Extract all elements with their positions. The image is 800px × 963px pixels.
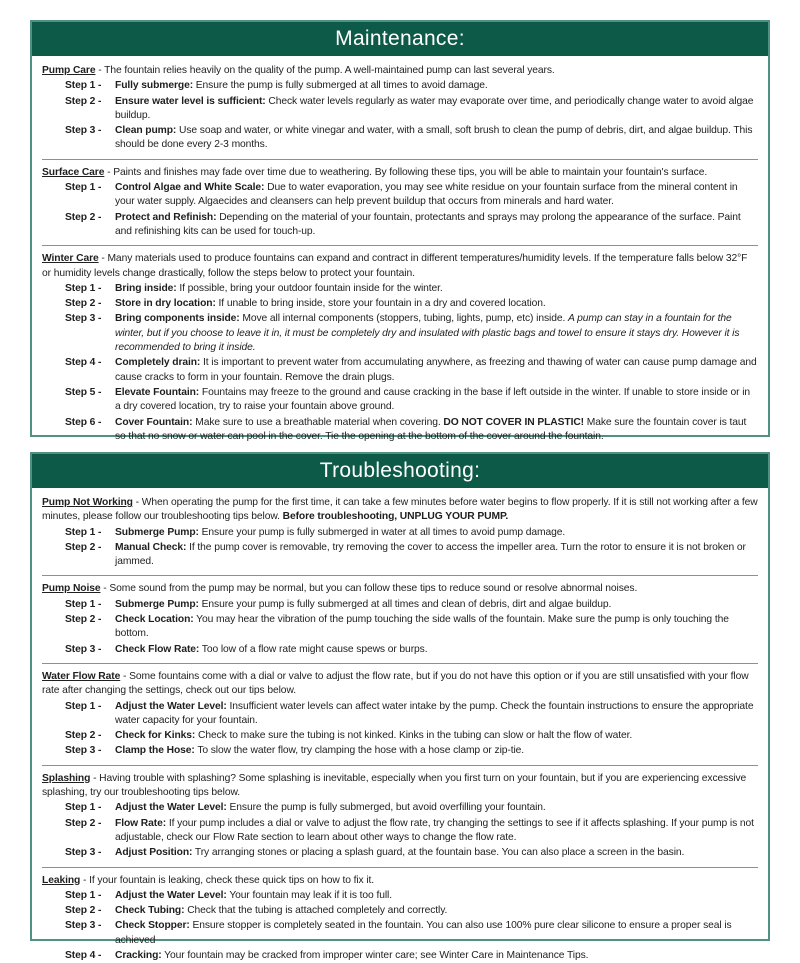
step-text	[115, 919, 758, 948]
step-run: Make sure to use a breathable material when covering.	[192, 416, 444, 428]
step-label: Step 3 -	[65, 313, 102, 325]
step-text	[115, 282, 758, 296]
step-text	[115, 846, 758, 860]
intro-run: - Many materials used to produce fountains can expand and contract in different temperatures/humidity levels. If the temperature falls below 32°F or humidity levels change drastically, follow the steps below to protect your fountain.	[42, 253, 748, 279]
intro-run: - Having trouble with splashing? Some splashing is inevitable, especially when you first turn on your fountain, but if you are experiencing excessive splashing, try our troubleshooting tips below.	[42, 772, 747, 799]
step-label: Step 3 -	[65, 847, 102, 859]
step-run: Due to water evaporation, you may see white residue on your fountain surface from the mineral content in your water supply. Algaecides and cleansers can help prevent buildup that occurs from minerals and hard water.	[115, 182, 738, 208]
step-label: Step 4 -	[65, 950, 102, 962]
topic-intro-text	[42, 497, 758, 522]
step-text	[115, 541, 758, 570]
step-label: Step 3 -	[65, 125, 102, 137]
step-text	[115, 312, 758, 355]
step-run: Your fountain may leak if it is too full.	[226, 889, 392, 901]
step-text	[115, 211, 758, 240]
step-label: Step 1 -	[65, 700, 102, 712]
step-row	[42, 312, 758, 355]
step-run: Check that the tubing is attached completely and correctly.	[184, 905, 448, 917]
step-run: If unable to bring inside, store your fountain in a dry and covered location.	[215, 298, 546, 310]
step-row	[42, 297, 758, 311]
intro-run: - If your fountain is leaking, check these quick tips on how to fix it.	[80, 874, 375, 886]
topic-heading: Leaking	[42, 874, 81, 886]
section-box-maintenance	[30, 20, 770, 442]
topic-intro	[42, 496, 758, 525]
topic-divider	[42, 765, 758, 766]
step-run: If possible, bring your outdoor fountain inside for the winter.	[176, 282, 443, 294]
step-run: You may hear the vibration of the pump touching the side walls of the fountain. Make sure the pump is only touching the bottom.	[115, 614, 729, 640]
step-text	[115, 79, 758, 93]
topic	[42, 166, 758, 239]
section-header-bar	[32, 22, 768, 56]
step-run: Adjust Position:	[115, 847, 193, 859]
step-text	[115, 729, 758, 743]
step-run: Submerge Pump:	[115, 598, 199, 610]
step-row	[42, 613, 758, 642]
step-text	[115, 386, 758, 415]
step-label: Step 2 -	[65, 541, 102, 553]
topic-intro-text	[42, 773, 746, 798]
topic-intro-text	[42, 253, 747, 278]
topic-intro	[42, 64, 758, 78]
topic-heading: Pump Not Working	[42, 497, 133, 508]
topic-intro	[42, 670, 758, 699]
topic-steps	[42, 889, 758, 963]
step-label: Step 1 -	[65, 598, 102, 610]
step-label: Step 1 -	[65, 80, 102, 92]
step-row	[42, 541, 758, 570]
step-text	[115, 297, 758, 311]
topic	[42, 772, 758, 861]
section-body	[32, 56, 768, 444]
step-run: Manual Check:	[115, 541, 187, 553]
topic	[42, 582, 758, 656]
step-label: Step 3 -	[65, 920, 102, 932]
step-label: Step 2 -	[65, 905, 102, 917]
topic-intro-text	[101, 583, 638, 594]
step-row	[42, 598, 758, 612]
step-run: Adjust the Water Level:	[115, 802, 227, 814]
topic-steps	[42, 79, 758, 152]
topic-steps	[42, 181, 758, 239]
step-run: Fountains may freeze to the ground and cause cracking in the base if left outside in the winter. If unable to store inside or in a dry covered location, try to raise your fountain above ground.	[115, 386, 751, 413]
step-text	[115, 124, 758, 153]
step-text	[115, 598, 758, 612]
topic	[42, 64, 758, 153]
step-text	[115, 889, 758, 903]
step-run: Insufficient water levels can affect water intake by the pump. Check the fountain instructions to ensure the appropriate water capacity for your fountain.	[115, 700, 754, 726]
step-text	[115, 949, 758, 963]
step-text	[115, 700, 758, 729]
topic-divider	[42, 245, 758, 246]
intro-run: Before troubleshooting, UNPLUG YOUR PUMP.	[282, 511, 509, 523]
intro-run: - When operating the pump for the first time, it can take a few minutes before water begins to flow properly. If it is still not working after a few minutes, please follow our troubleshooting tips below.	[42, 497, 758, 523]
step-run: Ensure the pump is fully submerged at all times to avoid damage.	[193, 80, 488, 92]
step-run: Control Algae and White Scale:	[115, 182, 265, 194]
step-run: Check Tubing:	[115, 905, 185, 917]
step-run: Make sure the fountain cover is taut so that no snow or water can pool in the cover. Tie the opening at the bottom of the cover around the fountain.	[115, 416, 747, 442]
intro-run: - Some sound from the pump may be normal, but you can follow these tips to reduce sound or resolve abnormal noises.	[100, 583, 638, 595]
topic-steps	[42, 526, 758, 570]
step-row	[42, 526, 758, 540]
step-run: Check Flow Rate:	[115, 643, 200, 655]
step-run: Clean pump:	[115, 125, 177, 137]
step-row	[42, 211, 758, 240]
step-row	[42, 801, 758, 815]
step-run: Move all internal components (stoppers, tubing, lights, pump, etc) inside.	[239, 313, 568, 325]
step-row	[42, 124, 758, 153]
step-run: Your fountain may be cracked from improper winter care; see Winter Care in Maintenance Tips.	[161, 950, 589, 962]
step-row	[42, 386, 758, 415]
topic-divider	[42, 159, 758, 160]
step-row	[42, 846, 758, 860]
step-label: Step 3 -	[65, 643, 102, 655]
step-text	[115, 817, 758, 846]
section-title: Maintenance:	[335, 27, 465, 50]
step-run: Adjust the Water Level:	[115, 889, 227, 901]
step-run: A pump can stay in a fountain for the winter, but if you choose to leave it in, it must be completely dry and insulated with plastic bags and towel to ensure it stays dry. However it is recommended to bring it inside.	[115, 313, 740, 354]
step-run: Store in dry location:	[115, 298, 216, 310]
step-label: Step 2 -	[65, 95, 102, 107]
step-row	[42, 79, 758, 93]
step-text	[115, 356, 758, 385]
step-text	[115, 904, 758, 918]
topic-steps	[42, 282, 758, 444]
step-run: Check Location:	[115, 614, 194, 626]
step-text	[115, 181, 758, 210]
step-run: Check for Kinks:	[115, 730, 196, 742]
step-run: Ensure the pump is fully submerged, but avoid overfilling your fountain.	[226, 802, 546, 814]
topic-heading: Water Flow Rate	[42, 670, 121, 682]
step-run: Try arranging stones or placing a splash guard, at the fountain base. You can also place a screen in the basin.	[192, 847, 685, 859]
step-text	[115, 801, 758, 815]
topic-intro	[42, 582, 758, 596]
step-label: Step 1 -	[65, 182, 102, 194]
step-label: Step 1 -	[65, 889, 102, 901]
step-row	[42, 356, 758, 385]
step-run: Bring inside:	[115, 282, 177, 294]
intro-run: - The fountain relies heavily on the quality of the pump. A well-maintained pump can last several years.	[95, 65, 555, 76]
step-row	[42, 817, 758, 846]
topic-intro-text	[95, 65, 554, 76]
step-run: Completely drain:	[115, 357, 201, 369]
topic-heading: Pump Noise	[42, 583, 101, 595]
step-label: Step 2 -	[65, 730, 102, 742]
topic-heading: Pump Care	[42, 65, 96, 76]
section-header-bar	[32, 454, 768, 488]
step-run: Submerge Pump:	[115, 526, 199, 538]
step-run: Adjust the Water Level:	[115, 700, 227, 712]
topic	[42, 670, 758, 759]
section-box-troubleshooting	[30, 452, 770, 962]
topic-intro	[42, 772, 758, 801]
step-run: DO NOT COVER IN PLASTIC!	[443, 416, 584, 428]
step-text	[115, 643, 758, 657]
step-run: Use soap and water, or white vinegar and water, with a small, soft brush to clean the pump of debris, dirt, and algae buildup. This should be done every 2-3 months.	[115, 125, 753, 151]
step-label: Step 5 -	[65, 386, 102, 398]
intro-run: - Paints and finishes may fade over time due to weathering. By following these tips, you will be able to maintain your fountain's surface.	[104, 166, 708, 178]
section-title: Troubleshooting:	[319, 459, 481, 482]
topic-intro-text	[80, 875, 374, 886]
step-row	[42, 889, 758, 903]
topic-heading: Winter Care	[42, 253, 99, 265]
topic-heading: Splashing	[42, 772, 91, 784]
topic-intro-text	[104, 167, 707, 178]
step-run: It is important to prevent water from accumulating anywhere, as freezing and thawing of water can cause pump damage and cause cracks to form in your fountain. Remove the drain plugs.	[115, 357, 757, 383]
topic-divider	[42, 867, 758, 868]
step-run: Cracking:	[115, 950, 162, 962]
step-run: Ensure your pump is fully submerged in water at all times to avoid pump damage.	[198, 526, 566, 538]
step-text	[115, 613, 758, 642]
step-label: Step 1 -	[65, 282, 102, 294]
topic	[42, 874, 758, 963]
topic-intro	[42, 252, 758, 281]
step-text	[115, 416, 758, 445]
step-label: Step 2 -	[65, 298, 102, 310]
step-row	[42, 643, 758, 657]
topic-heading: Surface Care	[42, 166, 105, 178]
step-row	[42, 744, 758, 758]
step-label: Step 2 -	[65, 614, 102, 626]
step-label: Step 2 -	[65, 817, 102, 829]
topic-divider	[42, 575, 758, 576]
step-run: To slow the water flow, try clamping the hose with a hose clamp or zip-tie.	[194, 745, 525, 757]
topic	[42, 496, 758, 569]
step-text	[115, 526, 758, 540]
step-row	[42, 904, 758, 918]
step-run: Ensure water level is sufficient:	[115, 95, 266, 107]
step-text	[115, 744, 758, 758]
step-run: Elevate Fountain:	[115, 386, 200, 398]
step-run: Ensure your pump is fully submerged at all times and clean of debris, dirt and algae buildup.	[198, 598, 612, 610]
section-body	[32, 488, 768, 963]
step-label: Step 3 -	[65, 745, 102, 757]
step-run: Bring components inside:	[115, 313, 240, 325]
topic-intro	[42, 166, 758, 180]
step-row	[42, 282, 758, 296]
topic-steps	[42, 700, 758, 759]
step-label: Step 2 -	[65, 211, 102, 223]
topic-intro	[42, 874, 758, 888]
step-row	[42, 181, 758, 210]
topic-intro-text	[42, 671, 749, 696]
step-row	[42, 729, 758, 743]
step-run: If your pump includes a dial or valve to adjust the flow rate, try changing the settings to see if it affects splashing. If your pump is not adjustable, check our Flow Rate section to learn about other ways to change the flow rate.	[115, 817, 754, 843]
step-label: Step 6 -	[65, 416, 102, 428]
step-row	[42, 95, 758, 124]
step-row	[42, 949, 758, 963]
topic-steps	[42, 598, 758, 657]
step-label: Step 1 -	[65, 526, 102, 538]
step-row	[42, 416, 758, 445]
topic-divider	[42, 663, 758, 664]
step-run: Cover Fountain:	[115, 416, 193, 428]
step-run: Depending on the material of your fountain, protectants and sprays may prolong the appearance of the surface. Paint and refinishing kits can be used for touch-up.	[115, 211, 741, 237]
step-run: If the pump cover is removable, try removing the cover to access the impeller area. Turn the rotor to ensure it is not broken or jammed.	[115, 541, 746, 568]
step-run: Ensure stopper is completely seated in the fountain. You can also use 100% pure clear silicone to ensure a proper seal is achieved	[115, 920, 732, 946]
step-run: Protect and Refinish:	[115, 211, 217, 223]
step-run: Fully submerge:	[115, 80, 194, 92]
intro-run: - Some fountains come with a dial or valve to adjust the flow rate, but if you do not have this option or if you are still unsatisfied with your flow rate after changing the settings, check out our tips below.	[42, 670, 749, 697]
step-run: Check Stopper:	[115, 920, 190, 932]
step-row	[42, 700, 758, 729]
topic	[42, 252, 758, 444]
step-row	[42, 919, 758, 948]
topic-steps	[42, 801, 758, 860]
step-run: Flow Rate:	[115, 817, 167, 829]
step-run: Check water levels regularly as water may evaporate over time, and periodically change water to avoid algae buildup.	[115, 95, 754, 121]
step-text	[115, 95, 758, 124]
step-label: Step 4 -	[65, 357, 102, 369]
step-run: Too low of a flow rate might cause spews or burps.	[199, 643, 428, 655]
step-label: Step 1 -	[65, 802, 102, 814]
step-run: Clamp the Hose:	[115, 745, 195, 757]
step-run: Check to make sure the tubing is not kinked. Kinks in the tubing can slow or halt the flow of water.	[195, 730, 633, 742]
